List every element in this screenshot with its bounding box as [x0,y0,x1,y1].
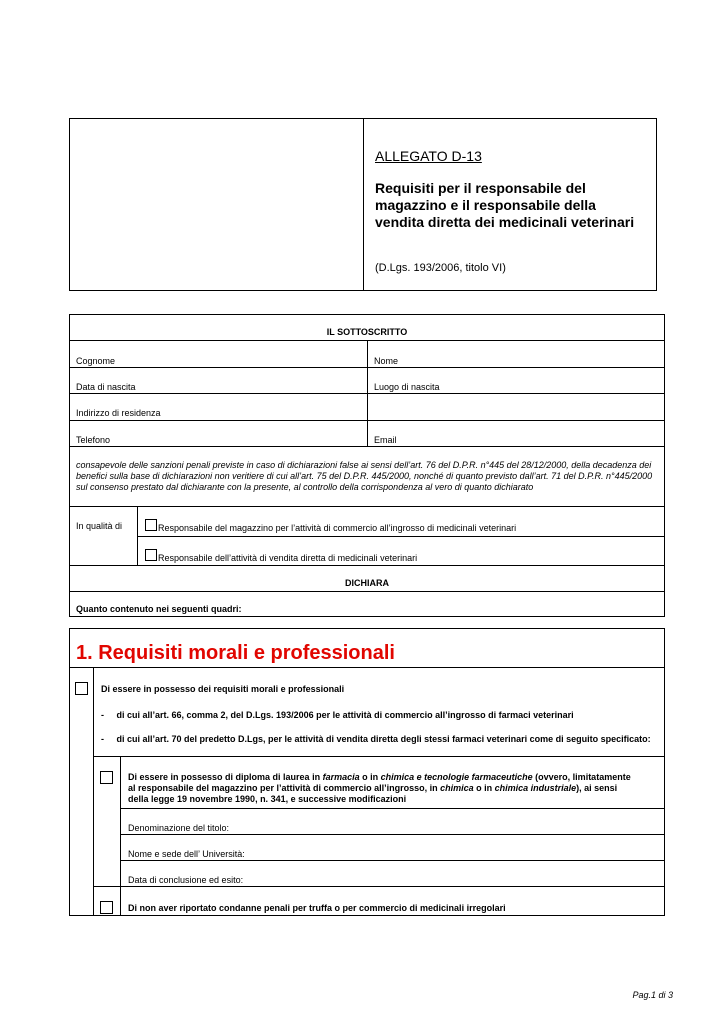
data-nascita-field[interactable]: Data di nascita [76,382,136,392]
bullet-art66: - di cui all’art. 66, comma 2, del D.Lgs. 193/2006 per le attività di commercio all’ingrosso di farmaci veterinari [101,710,574,720]
in-qualita-label: In qualità di [76,521,123,531]
option-magazzino-label: Responsabile del magazzino per l’attività di commercio all’ingrosso di medicinali veterinari [158,523,517,533]
condanne-text: Di non aver riportato condanne penali per truffa o per commercio di medicinali irregolari [128,903,506,913]
conclusione-field[interactable]: Data di conclusione ed esito: [128,875,244,885]
possesso-text: Di essere in possesso dei requisiti morali e professionali [101,684,345,694]
laurea-text: Di essere in possesso di diploma di laurea in farmacia o in chimica e tecnologie farmaceutiche (ovvero, limitatamente al responsabile del magazzino per l’attività di commercio all’ingrosso, in chimica o in chimica industriale), ai sensi della legge 19 novembre 1990, n. 341, e successive modificazioni [128,772,631,804]
nome-field[interactable]: Nome [374,356,399,366]
disclaimer-text: consapevole delle sanzioni penali previste in caso di dichiarazioni false ai sensi dell’art. 76 del D.P.R. n°445 del 28/12/2000, della decadenza dei benefici sulla base di dichiarazioni non veritiere di cui all’art. 75 del D.P.R. 445/2000, nonché di quanto previsto dall’art. 71 del D.P.R. n°445/2000 sul consenso prestato dal dichiarante con la presente, al controllo della corrispondenza al vero di quanto dichiarato [76,460,653,492]
sottoscritto-title: IL SOTTOSCRITTO [326,327,408,337]
header-reference: (D.Lgs. 193/2006, titolo VI) [375,262,506,274]
bullet-art70: - di cui all’art. 70 del predetto D.Lgs, per le attività di vendita diretta degli stessi farmaci veterinari come di seguito specificato: [101,734,651,744]
option-vendita-label: Responsabile dell’attività di vendita diretta di medicinali veterinari [158,553,418,563]
condanne-checkbox[interactable] [100,901,113,914]
email-field[interactable]: Email [374,435,397,445]
laurea-checkbox[interactable] [100,771,113,784]
option-magazzino-checkbox[interactable] [145,519,157,531]
section1-heading: 1. Requisiti morali e professionali [76,642,395,664]
denominazione-field[interactable]: Denominazione del titolo: [128,823,230,833]
luogo-nascita-field[interactable]: Luogo di nascita [374,382,440,392]
page-number: Pag.1 di 3 [632,990,673,1000]
header-divider [363,118,364,291]
telefono-field[interactable]: Telefono [76,435,111,445]
indirizzo-field[interactable]: Indirizzo di residenza [76,408,161,418]
dichiara-title: DICHIARA [345,578,389,588]
quanto-text: Quanto contenuto nei seguenti quadri: [76,604,242,614]
header-title: Requisiti per il responsabile del magazzino e il responsabile della vendita diretta dei medicinali veterinari [375,180,635,230]
option-vendita-checkbox[interactable] [145,549,157,561]
allegato-label: ALLEGATO D-13 [375,148,482,164]
universita-field[interactable]: Nome e sede dell’ Università: [128,849,245,859]
cognome-field[interactable]: Cognome [76,356,116,366]
possesso-checkbox[interactable] [75,682,88,695]
